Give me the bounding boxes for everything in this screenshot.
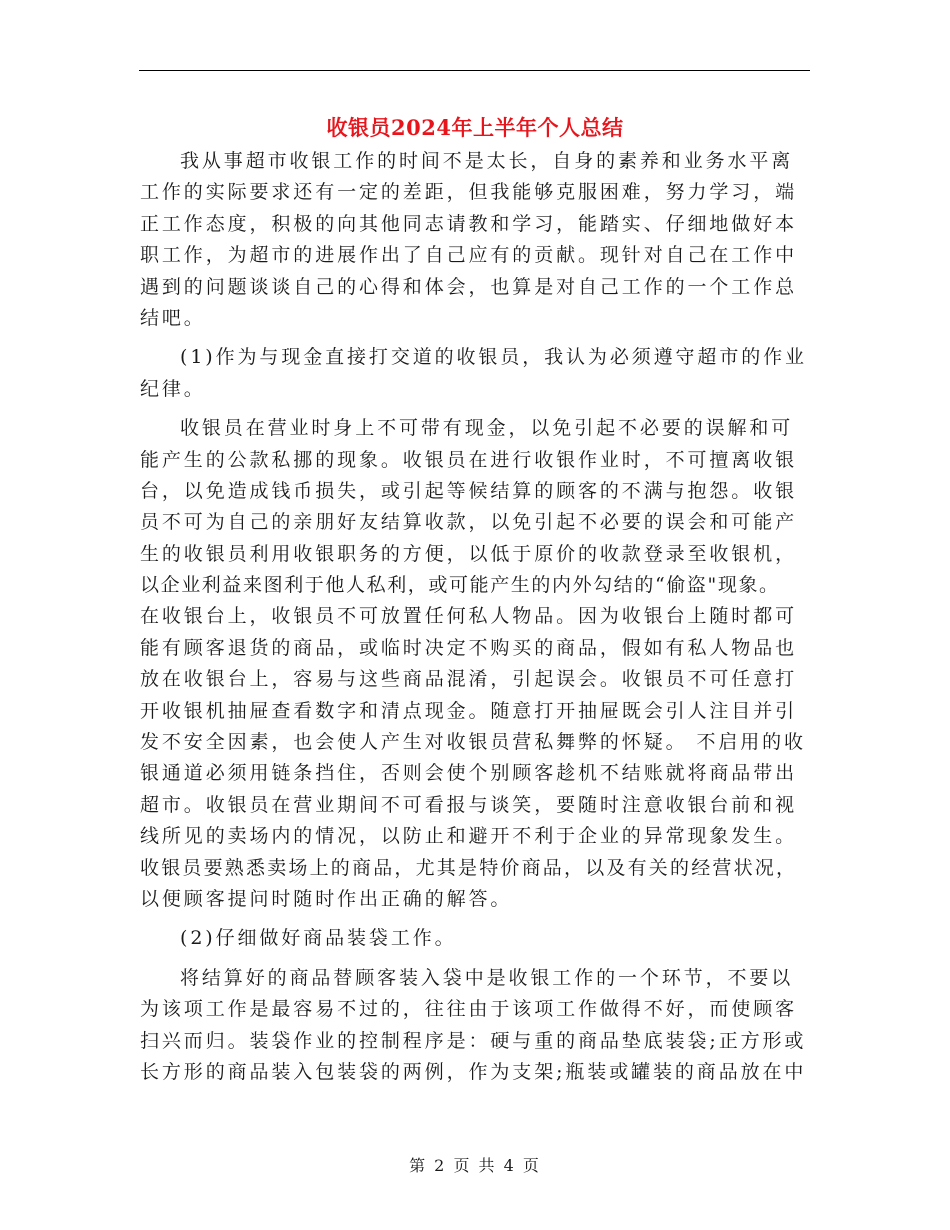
paragraph-line: 超市。收银员在营业期间不可看报与谈笑，要随时注意收银台前和视 bbox=[140, 793, 798, 816]
paragraph-line: 以企业利益来图利于他人私利，或可能产生的内外勾结的“偷盗"现象。 bbox=[140, 574, 780, 597]
paragraph-line: 放在收银台上，容易与这些商品混淆，引起误会。收银员不可任意打 bbox=[140, 668, 798, 691]
section-heading-line: (2)仔细做好商品装袋工作。 bbox=[180, 927, 457, 950]
paragraph-line: 收银员在营业时身上不可带有现金，以免引起不必要的误解和可 bbox=[180, 417, 794, 440]
paragraph-line: 银通道必须用链条挡住，否则会使个别顾客趁机不结账就将商品带出 bbox=[140, 762, 798, 785]
paragraph-line: 开收银机抽屉查看数字和清点现金。随意打开抽屉既会引人注目并引 bbox=[140, 699, 798, 722]
paragraph-line: 员不可为自己的亲朋好友结算收款，以免引起不必要的误会和可能产 bbox=[140, 511, 798, 534]
document-title: 收银员2024年上半年个人总结 bbox=[326, 115, 624, 140]
section-heading-line: (1)作为与现金直接打交道的收银员，我认为必须遵守超市的作业 bbox=[180, 346, 807, 369]
document-body bbox=[140, 146, 930, 1088]
header-rule bbox=[139, 70, 810, 71]
paragraph-line: 生的收银员利用收银职务的方便，以低于原价的收款登录至收银机， bbox=[140, 542, 798, 565]
paragraph-line: 我从事超市收银工作的时间不是太长，自身的素养和业务水平离 bbox=[180, 150, 794, 172]
paragraph-line: 遇到的问题谈谈自己的心得和体会，也算是对自己工作的一个工作总 bbox=[140, 275, 798, 298]
paragraph-line: 收银员要熟悉卖场上的商品，尤其是特价商品，以及有关的经营状况， bbox=[140, 856, 798, 879]
paragraph-line: 线所见的卖场内的情况，以防止和避开不利于企业的异常现象发生。 bbox=[140, 825, 798, 848]
paragraph-line: 以便顾客提问时随时作出正确的解答。 bbox=[140, 887, 513, 910]
paragraph-line: 台，以免造成钱币损失，或引起等候结算的顾客的不满与抱怨。收银 bbox=[140, 479, 798, 502]
paragraph-line: 结吧。 bbox=[140, 306, 206, 329]
paragraph-line: 发不安全因素，也会使人产生对收银员营私舞弊的怀疑。 不启用的收 bbox=[140, 731, 806, 754]
page-number: 第 2 页 共 4 页 bbox=[409, 1156, 541, 1175]
paragraph-line: 将结算好的商品替顾客装入袋中是收银工作的一个环节，不要以 bbox=[180, 966, 794, 989]
paragraph-line: 为该项工作是最容易不过的，往往由于该项工作做得不好，而使顾客 bbox=[140, 998, 798, 1021]
paragraph-line: 能产生的公款私挪的现象。收银员在进行收银作业时，不可擅离收银 bbox=[140, 448, 798, 471]
section-heading-line: 纪律。 bbox=[140, 377, 206, 400]
paragraph-line: 正工作态度，积极的向其他同志请教和学习，能踏实、仔细地做好本 bbox=[140, 212, 798, 235]
paragraph-line: 工作的实际要求还有一定的差距，但我能够克服困难，努力学习，端 bbox=[140, 181, 798, 204]
paragraph-line: 扫兴而归。装袋作业的控制程序是：硬与重的商品垫底装袋;正方形或 bbox=[140, 1029, 807, 1052]
paragraph-line: 在收银台上，收银员不可放置任何私人物品。因为收银台上随时都可 bbox=[140, 605, 798, 628]
paragraph-line: 长方形的商品装入包装袋的两例，作为支架;瓶装或罐装的商品放在中 bbox=[140, 1060, 807, 1083]
paragraph-line: 能有顾客退货的商品，或临时决定不购买的商品，假如有私人物品也 bbox=[140, 636, 798, 659]
paragraph-line: 职工作，为超市的进展作出了自己应有的贡献。现针对自己在工作中 bbox=[140, 244, 798, 267]
